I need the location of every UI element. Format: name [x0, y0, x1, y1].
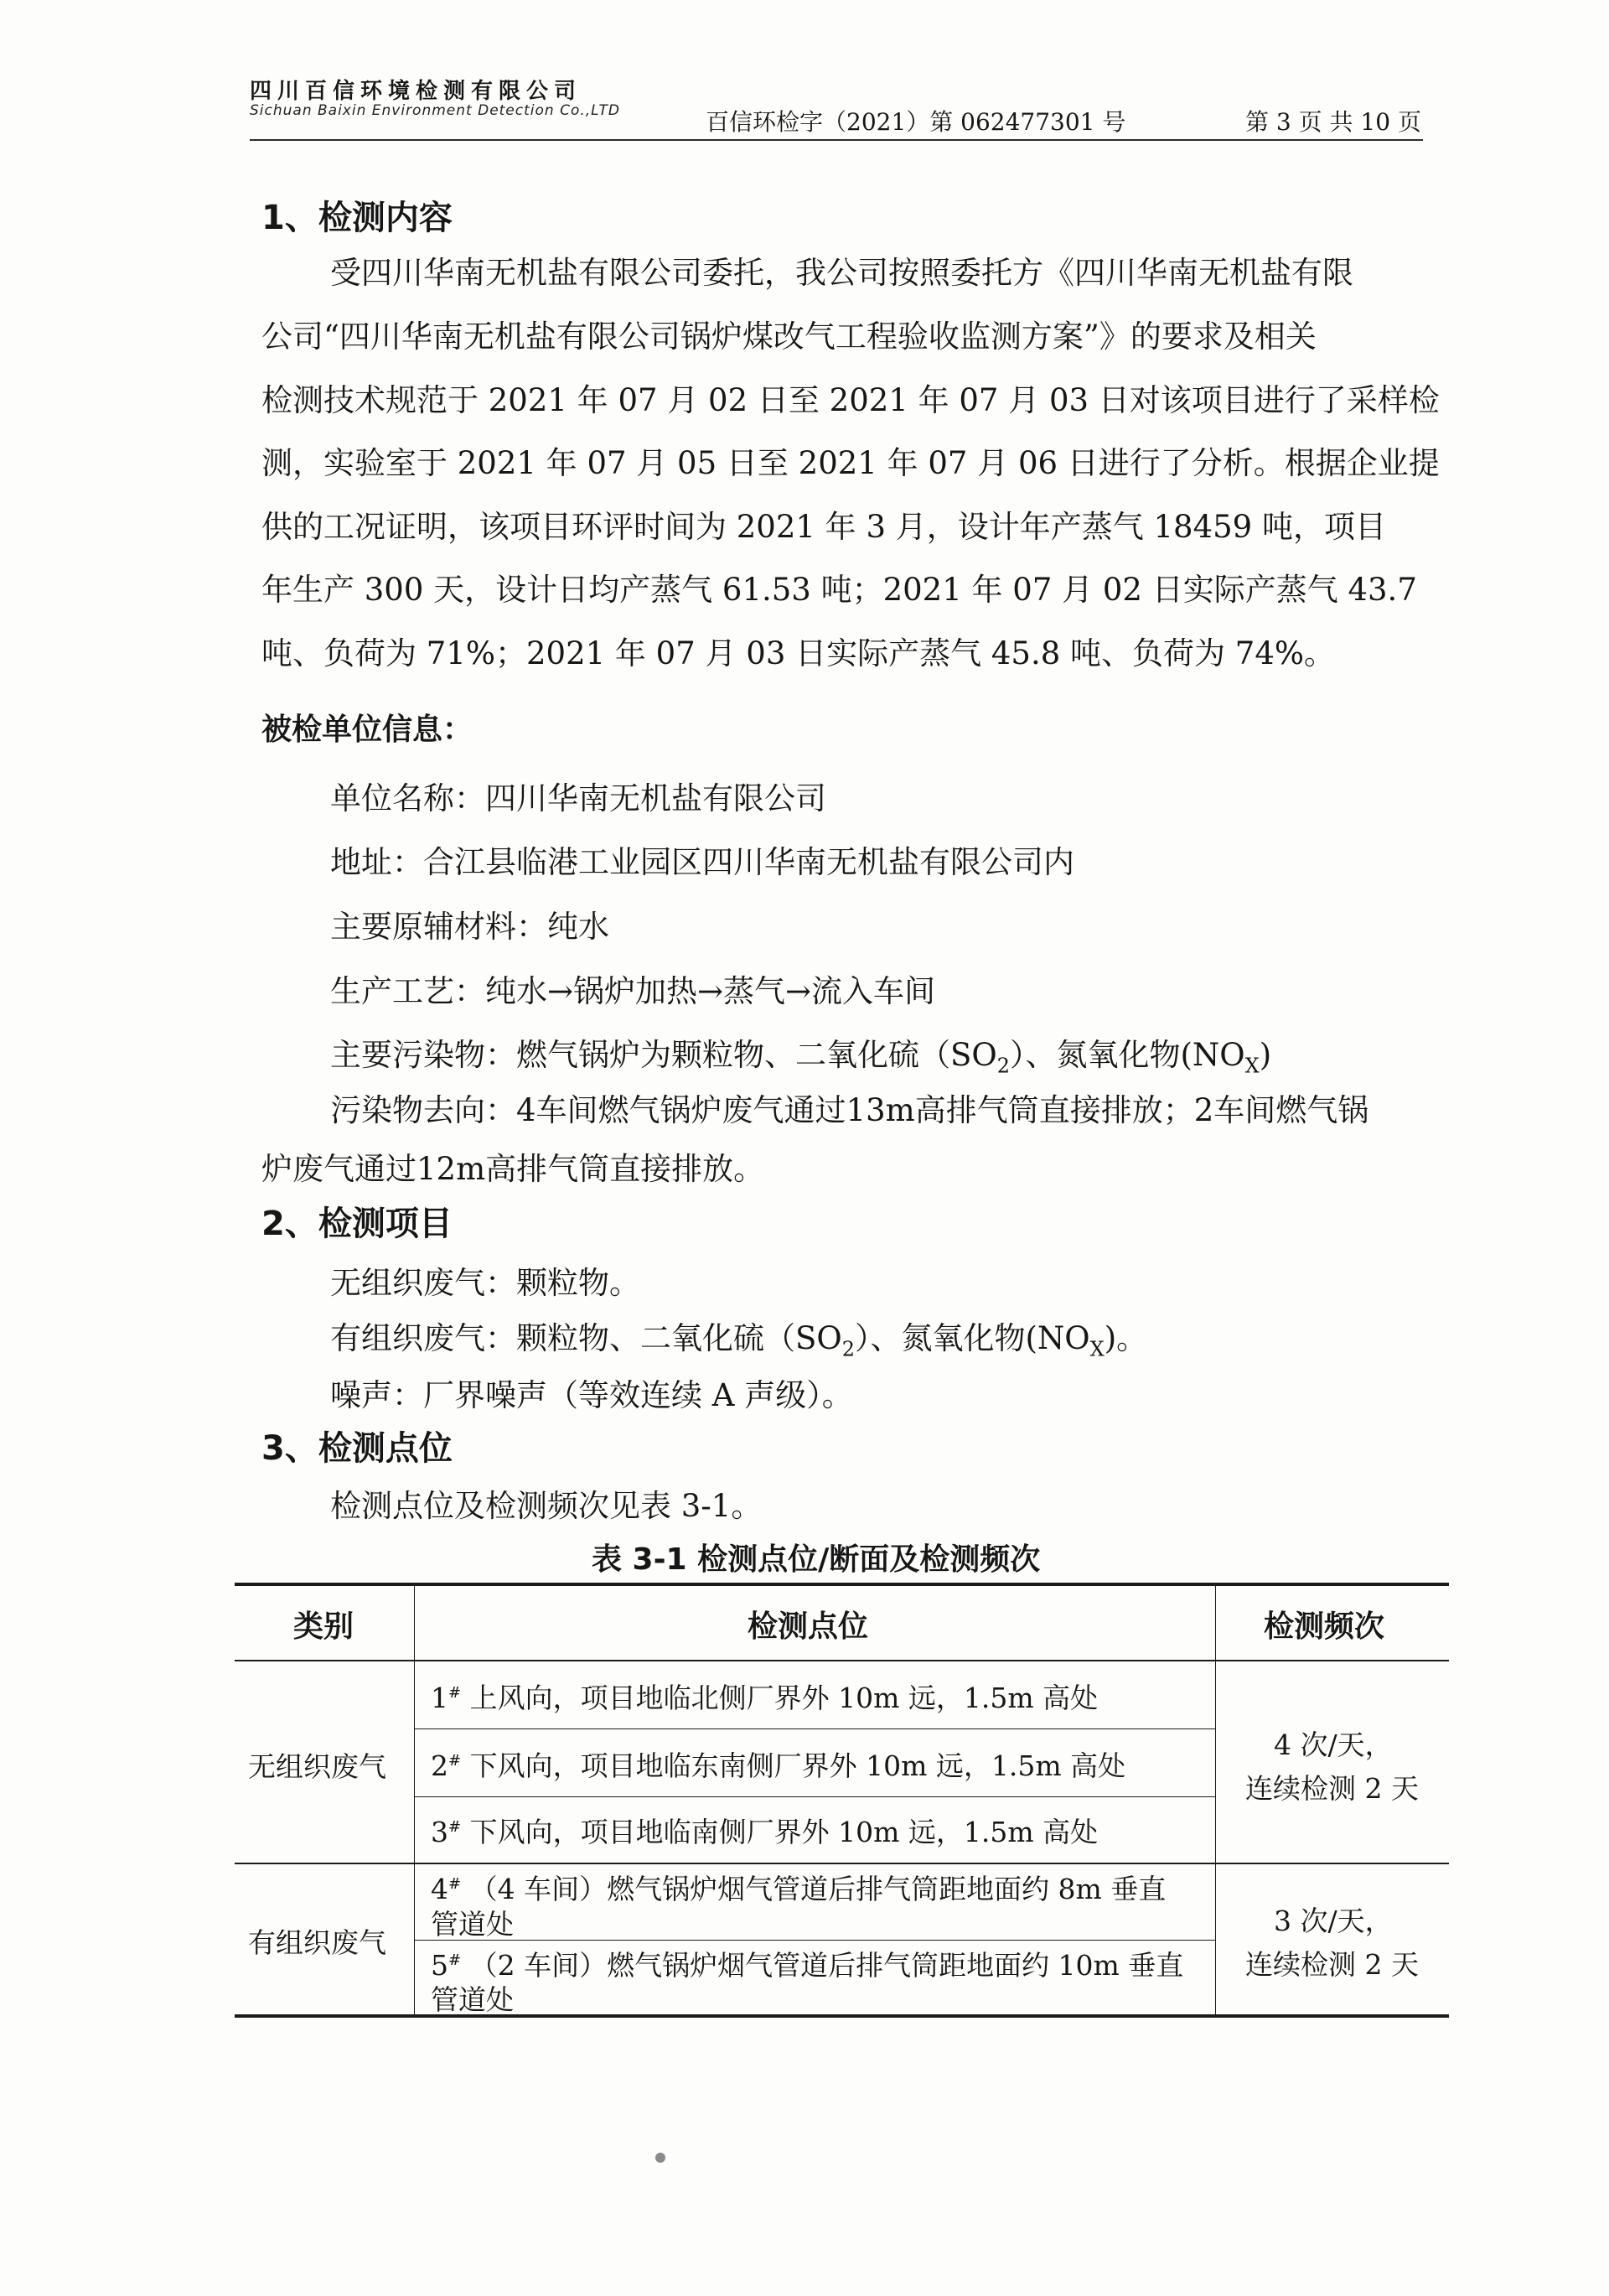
section-1-line-5: 供的工况证明，该项目环评时间为 2021 年 3 月，设计年产蒸气 18459 吨，项目	[261, 509, 1386, 545]
table-row-continuation: 管道处	[431, 1908, 514, 1941]
section-2-title: 2、检测项目	[261, 1205, 453, 1243]
table-column-rule	[414, 1583, 415, 2018]
table-category-organized: 有组织废气	[248, 1926, 386, 1959]
pollutant-destination-line-2: 炉废气通过12m高排气筒直接排放。	[261, 1151, 765, 1187]
header-divider	[250, 139, 1423, 141]
table-frequency-unorganized-1: 4 次/天，	[1274, 1728, 1393, 1761]
unit-address: 地址：合江县临港工业园区四川华南无机盐有限公司内	[330, 844, 1074, 880]
unit-process: 生产工艺：纯水→锅炉加热→蒸气→流入车间	[330, 973, 936, 1009]
table-header-rule	[235, 1660, 1449, 1661]
table-top-rule	[235, 1583, 1449, 1586]
unit-name: 单位名称：四川华南无机盐有限公司	[330, 780, 826, 816]
monitoring-points-table	[235, 1583, 1449, 2018]
section-1-line-7: 吨、负荷为 71%；2021 年 07 月 03 日实际产蒸气 45.8 吨、负荷为 74%。	[261, 635, 1336, 671]
table-row: 4# （4 车间）燃气锅炉烟气管道后排气筒距地面约 8m 垂直	[431, 1873, 1167, 1905]
unit-pollutants: 主要污染物：燃气锅炉为颗粒物、二氧化硫$(SO_2)$、氮氧化物$(NO_X)$	[330, 1037, 1272, 1078]
unit-materials: 主要原辅材料：纯水	[330, 909, 609, 945]
table-row: 5# （2 车间）燃气锅炉烟气管道后排气筒距地面约 10m 垂直	[431, 1949, 1184, 1982]
report-number: 百信环检字（2021）第 062477301 号	[706, 108, 1126, 136]
table-header-frequency: 检测频次	[1264, 1609, 1385, 1644]
table-row: 1# 上风向，项目地临北侧厂界外 10m 远，1.5m 高处	[431, 1682, 1099, 1714]
section-3-intro: 检测点位及检测频次见表 3-1。	[330, 1488, 763, 1524]
table-column-rule	[1215, 1583, 1216, 2018]
unit-info-title: 被检单位信息：	[261, 713, 473, 747]
section-1-line-4: 测，实验室于 2021 年 07 月 05 日至 2021 年 07 月 06 日进行了分析。根据企业提	[261, 445, 1440, 481]
section-1-title: 1、检测内容	[261, 199, 453, 237]
table-row: 3# 下风向，项目地临南侧厂界外 10m 远，1.5m 高处	[431, 1816, 1099, 1848]
item-organized-gas: 有组织废气：颗粒物、二氧化硫$(SO_2)$、氮氧化物$(NO_X)$。	[330, 1320, 1148, 1361]
section-1-line-2: 公司“四川华南无机盐有限公司锅炉煤改气工程验收监测方案”》的要求及相关	[261, 319, 1317, 355]
table-row-rule	[414, 1796, 1215, 1797]
table-frequency-organized-1: 3 次/天，	[1274, 1905, 1393, 1937]
table-row-rule	[414, 1940, 1215, 1941]
section-3-title: 3、检测点位	[261, 1429, 453, 1468]
section-1-line-6: 年生产 300 天，设计日均产蒸气 61.53 吨；2021 年 07 月 02 日实际产蒸气 43.7	[261, 572, 1417, 608]
pollutant-destination-line-1: 污染物去向：4车间燃气锅炉废气通过13m高排气筒直接排放；2车间燃气锅	[330, 1092, 1369, 1128]
table-header-point: 检测点位	[748, 1609, 869, 1644]
page-number: 第 3 页 共 10 页	[1245, 108, 1421, 136]
section-1-line-3: 检测技术规范于 2021 年 07 月 02 日至 2021 年 07 月 03 日对该项目进行了采样检	[261, 382, 1440, 418]
table-caption: 表 3-1 检测点位/断面及检测频次	[592, 1542, 1041, 1577]
table-header-category: 类别	[293, 1609, 354, 1644]
table-frequency-unorganized-2: 连续检测 2 天	[1245, 1772, 1419, 1805]
table-row-rule	[414, 1728, 1215, 1729]
item-noise: 噪声：厂界噪声（等效连续 A 声级）。	[330, 1377, 853, 1413]
item-unorganized-gas: 无组织废气：颗粒物。	[330, 1265, 640, 1301]
company-logo-cn: 四川百信环境检测有限公司	[250, 79, 582, 104]
section-1-line-1: 受四川华南无机盐有限公司委托，我公司按照委托方《四川华南无机盐有限	[330, 255, 1353, 291]
table-row-continuation: 管道处	[431, 1983, 514, 2016]
table-bottom-rule	[235, 2014, 1449, 2018]
table-frequency-organized-2: 连续检测 2 天	[1245, 1948, 1419, 1981]
table-row: 2# 下风向，项目地临东南侧厂界外 10m 远，1.5m 高处	[431, 1749, 1126, 1782]
company-logo-en: Sichuan Baixin Environment Detection Co.,LTD	[250, 102, 620, 119]
table-group-rule	[235, 1863, 1449, 1864]
scan-speck	[655, 2153, 665, 2163]
table-category-unorganized: 无组织废气	[248, 1750, 386, 1783]
